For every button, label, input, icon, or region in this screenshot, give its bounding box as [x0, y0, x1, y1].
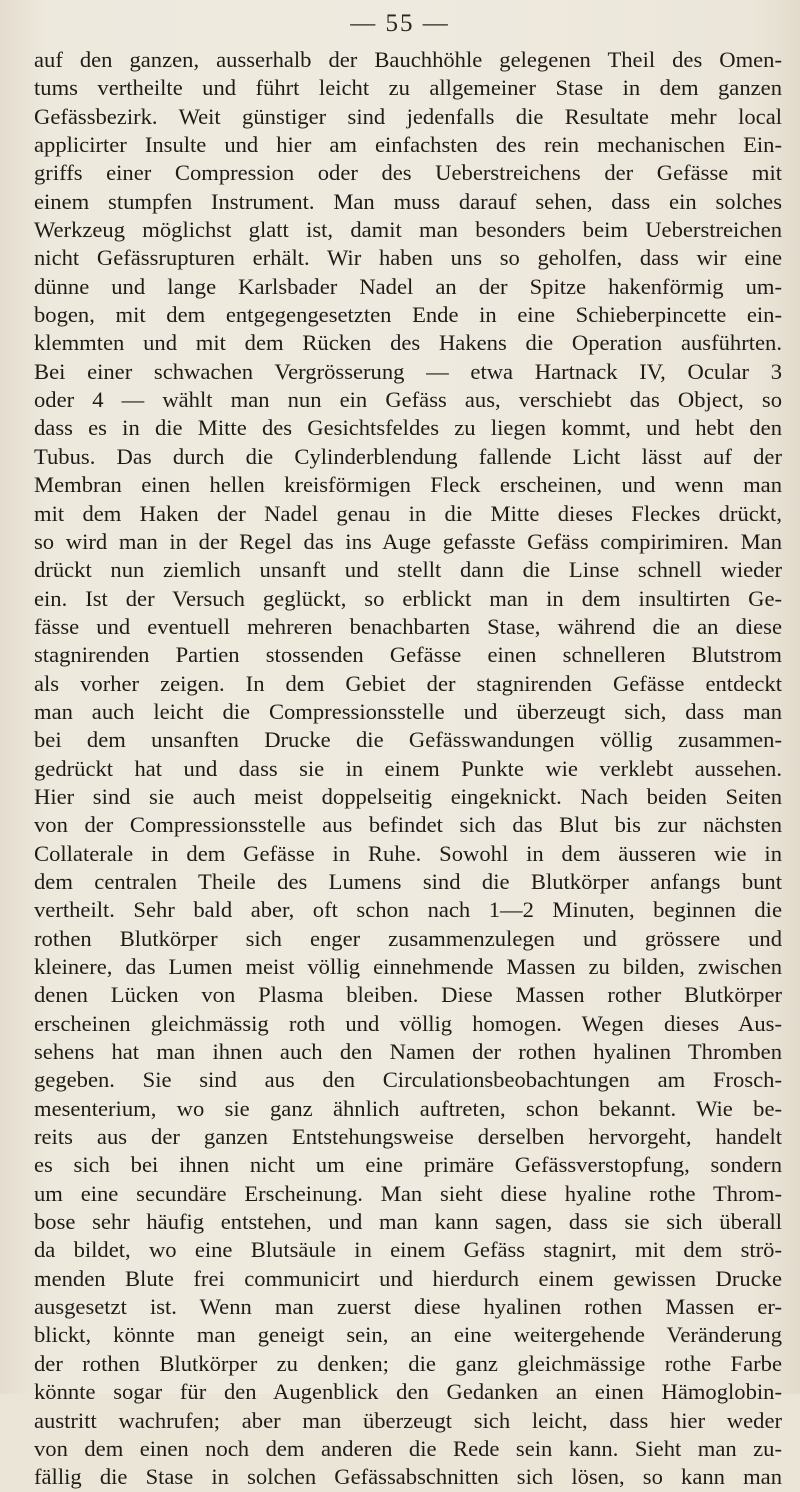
text-line: fässe und eventuell mehreren benachbarten Stase, während die an diese: [34, 613, 782, 639]
text-line: da bildet, wo eine Blutsäule in einem Gefäss stagnirt, mit dem strö-: [34, 1237, 782, 1263]
text-line: klemmten und mit dem Rücken des Hakens die Operation ausführten.: [34, 330, 782, 356]
text-line: applicirter Insulte und hier am einfachsten des rein mechanischen Ein-: [34, 132, 782, 158]
text-line: ein. Ist der Versuch geglückt, so erblickt man in dem insultirten Ge-: [34, 585, 782, 611]
text-line: denen Lücken von Plasma bleiben. Diese Massen rother Blutkörper: [34, 982, 782, 1008]
text-line: erscheinen gleichmässig roth und völlig homogen. Wegen dieses Aus-: [34, 1010, 782, 1036]
text-line: auf den ganzen, ausserhalb der Bauchhöhle gelegenen Theil des Omen-: [34, 47, 782, 72]
body-text: [34, 46, 782, 1492]
text-line: so wird man in der Regel das ins Auge gefasste Gefäss compirimiren. Man: [34, 528, 782, 554]
text-line: stagnirenden Partien stossenden Gefässe einen schnelleren Blutstrom: [34, 642, 782, 668]
text-line: tums vertheilte und führt leicht zu allgemeiner Stase in dem ganzen: [34, 75, 782, 101]
text-line: Collaterale in dem Gefässe in Ruhe. Sowohl in dem äusseren wie in: [34, 840, 782, 866]
text-line: gegeben. Sie sind aus den Circulationsbeobachtungen am Frosch-: [34, 1067, 782, 1093]
text-line: man auch leicht die Compressionsstelle und überzeugt sich, dass man: [34, 698, 782, 724]
text-line: mesenterium, wo sie ganz ähnlich auftreten, schon bekannt. Wie be-: [34, 1095, 782, 1121]
text-line: Werkzeug möglichst glatt ist, damit man besonders beim Ueberstreichen: [34, 217, 782, 243]
text-line: könnte sogar für den Augenblick den Gedanken an einen Hämoglobin-: [34, 1379, 782, 1405]
text-line: Bei einer schwachen Vergrösserung — etwa Hartnack IV, Ocular 3: [34, 358, 782, 384]
text-line: oder 4 — wählt man nun ein Gefäss aus, verschiebt das Object, so: [34, 387, 782, 413]
text-line: Membran einen hellen kreisförmigen Fleck erscheinen, und wenn man: [34, 472, 782, 498]
text-line: einem stumpfen Instrument. Man muss darauf sehen, dass ein solches: [34, 188, 782, 214]
text-line: als vorher zeigen. In dem Gebiet der stagnirenden Gefässe entdeckt: [34, 670, 782, 696]
text-line: nicht Gefässrupturen erhält. Wir haben uns so geholfen, dass wir eine: [34, 245, 782, 271]
text-line: dünne und lange Karlsbader Nadel an der Spitze hakenförmig um-: [34, 273, 782, 299]
text-line: griffs einer Compression oder des Ueberstreichens der Gefässe mit: [34, 160, 782, 186]
text-line: ausgesetzt ist. Wenn man zuerst diese hyalinen rothen Massen er-: [34, 1294, 782, 1320]
text-line: von dem einen noch dem anderen die Rede sein kann. Sieht man zu-: [34, 1435, 782, 1461]
text-line: dass es in die Mitte des Gesichtsfeldes zu liegen kommt, und hebt den: [34, 415, 782, 441]
text-line: es sich bei ihnen nicht um eine primäre Gefässverstopfung, sondern: [34, 1152, 782, 1178]
text-line: kleinere, das Lumen meist völlig einnehmende Massen zu bilden, zwischen: [34, 954, 782, 979]
page-number: — 55 —: [350, 10, 450, 37]
text-line: Tubus. Das durch die Cylinderblendung fallende Licht lässt auf der: [34, 443, 782, 469]
text-line: austritt wachrufen; aber man überzeugt sich leicht, dass hier weder: [34, 1407, 782, 1433]
text-line: von der Compressionsstelle aus befindet sich das Blut bis zur nächsten: [34, 812, 782, 838]
text-line: bose sehr häufig entstehen, und man kann sagen, dass sie sich überall: [34, 1209, 782, 1235]
text-line: drückt nun ziemlich unsanft und stellt dann die Linse schnell wieder: [34, 557, 782, 583]
text-line: Gefässbezirk. Weit günstiger sind jedenfalls die Resultate mehr local: [34, 103, 782, 129]
text-line: Hier sind sie auch meist doppelseitig eingeknickt. Nach beiden Seiten: [34, 783, 782, 809]
text-line: menden Blute frei communicirt und hierdurch einem gewissen Drucke: [34, 1265, 782, 1291]
text-line: rothen Blutkörper sich enger zusammenzulegen und grössere und: [34, 925, 782, 951]
text-line: blickt, könnte man geneigt sein, an eine weitergehende Veränderung: [34, 1322, 782, 1348]
text-line: mit dem Haken der Nadel genau in die Mitte dieses Fleckes drückt,: [34, 500, 782, 526]
text-line: fällig die Stase in solchen Gefässabschnitten sich lösen, so kann man: [34, 1464, 782, 1490]
text-line: reits aus der ganzen Entstehungsweise derselben hervorgeht, handelt: [34, 1124, 782, 1150]
text-line: gedrückt hat und dass sie in einem Punkte wie verklebt aussehen.: [34, 755, 782, 781]
text-line: dem centralen Theile des Lumens sind die Blutkörper anfangs bunt: [34, 868, 782, 894]
text-line: um eine secundäre Erscheinung. Man sieht diese hyaline rothe Throm-: [34, 1180, 782, 1206]
text-line: bogen, mit dem entgegengesetzten Ende in eine Schieberpincette ein-: [34, 302, 782, 328]
text-line: vertheilt. Sehr bald aber, oft schon nach 1—2 Minuten, beginnen die: [34, 897, 782, 923]
text-line: der rothen Blutkörper zu denken; die ganz gleichmässige rothe Farbe: [34, 1350, 782, 1376]
text-line: bei dem unsanften Drucke die Gefässwandungen völlig zusammen-: [34, 727, 782, 753]
text-line: sehens hat man ihnen auch den Namen der rothen hyalinen Thromben: [34, 1039, 782, 1065]
